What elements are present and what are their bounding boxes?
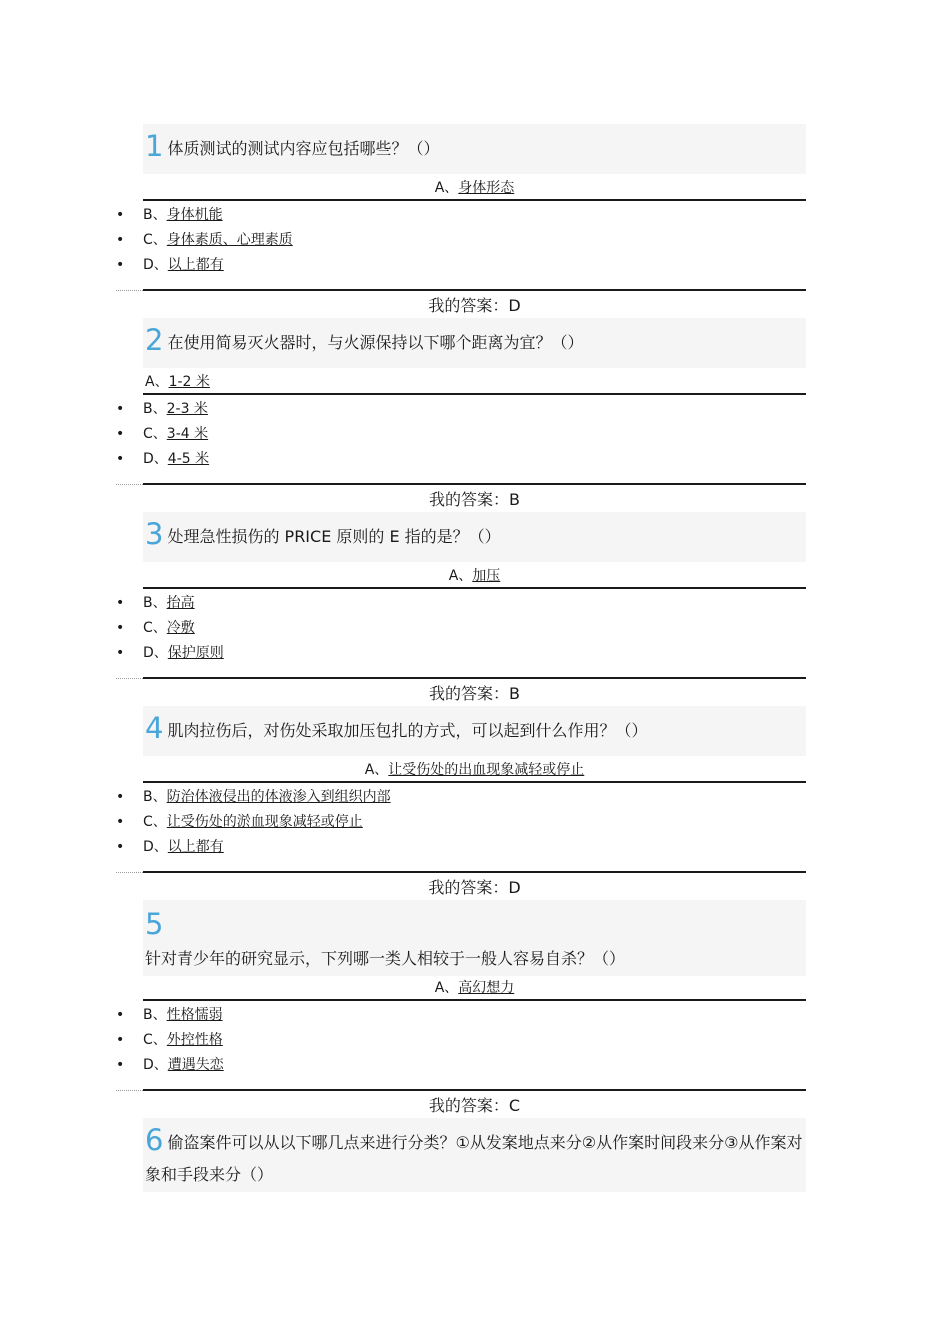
option-d: • D、保护原则	[116, 642, 224, 664]
divider	[116, 678, 143, 679]
question-number: 1	[145, 129, 164, 163]
question-number: 2	[145, 323, 164, 357]
option-a: A、加压	[143, 564, 806, 589]
option-c: • C、让受伤处的淤血现象减轻或停止	[116, 811, 363, 833]
option-b: • B、性格懦弱	[116, 1004, 223, 1026]
bullet-icon: •	[116, 839, 125, 855]
option-d: • D、以上都有	[116, 836, 224, 858]
option-c: • C、外控性格	[116, 1029, 223, 1051]
option-b: • B、防治体液侵出的体液渗入到组织内部	[116, 786, 391, 808]
question-1	[143, 124, 806, 174]
option-c: • C、身体素质、心理素质	[116, 229, 293, 251]
bullet-icon: •	[116, 1007, 125, 1023]
option-d: • D、4-5 米	[116, 448, 209, 470]
bullet-icon: •	[116, 232, 125, 248]
option-b: • B、2-3 米	[116, 398, 208, 420]
my-answer: 我的答案：D	[428, 296, 521, 315]
option-b: • B、抬高	[116, 592, 195, 614]
question-text: 针对青少年的研究显示，下列哪一类人相较于一般人容易自杀？（）	[145, 949, 626, 968]
bullet-icon: •	[116, 620, 125, 636]
question-text: 体质测试的测试内容应包括哪些？（）	[167, 139, 440, 158]
question-5	[143, 900, 806, 976]
divider	[143, 289, 806, 291]
question-text: 在使用简易灭火器时，与火源保持以下哪个距离为宜？（）	[167, 333, 584, 352]
bullet-icon: •	[116, 207, 125, 223]
bullet-icon: •	[116, 401, 125, 417]
option-d: • D、以上都有	[116, 254, 224, 276]
my-answer: 我的答案：D	[428, 878, 521, 897]
divider	[116, 290, 143, 291]
divider	[143, 1089, 806, 1091]
option-d: • D、遭遇失恋	[116, 1054, 224, 1076]
option-c: • C、3-4 米	[116, 423, 208, 445]
question-number: 3	[145, 517, 164, 551]
question-text: 偷盗案件可以从以下哪几点来进行分类？①从发案地点来分②从作案时间段来分③从作案对象和手段来分（）	[145, 1133, 803, 1184]
option-a: A、高幻想力	[143, 976, 806, 1001]
question-6	[143, 1118, 806, 1192]
divider	[143, 871, 806, 873]
divider	[116, 1090, 143, 1091]
bullet-icon: •	[116, 451, 125, 467]
bullet-icon: •	[116, 257, 125, 273]
option-a: A、1-2 米	[143, 370, 806, 395]
question-number: 4	[145, 711, 164, 745]
option-a: A、身体形态	[143, 176, 806, 201]
bullet-icon: •	[116, 645, 125, 661]
divider	[116, 872, 143, 873]
option-b: • B、身体机能	[116, 204, 223, 226]
bullet-icon: •	[116, 814, 125, 830]
my-answer: 我的答案：B	[429, 684, 520, 703]
divider	[116, 484, 143, 485]
my-answer: 我的答案：C	[428, 1096, 521, 1115]
option-a: A、让受伤处的出血现象减轻或停止	[143, 758, 806, 783]
question-2	[143, 318, 806, 368]
divider	[143, 677, 806, 679]
question-4	[143, 706, 806, 756]
bullet-icon: •	[116, 426, 125, 442]
my-answer: 我的答案：B	[429, 490, 520, 509]
question-number: 5	[145, 907, 164, 941]
bullet-icon: •	[116, 1032, 125, 1048]
question-3	[143, 512, 806, 562]
question-text: 肌肉拉伤后，对伤处采取加压包扎的方式，可以起到什么作用？（）	[167, 721, 648, 740]
question-number: 6	[145, 1123, 164, 1157]
question-text: 处理急性损伤的 PRICE 原则的 E 指的是？（）	[167, 527, 501, 546]
option-c: • C、冷敷	[116, 617, 195, 639]
bullet-icon: •	[116, 1057, 125, 1073]
bullet-icon: •	[116, 595, 125, 611]
divider	[143, 483, 806, 485]
bullet-icon: •	[116, 789, 125, 805]
